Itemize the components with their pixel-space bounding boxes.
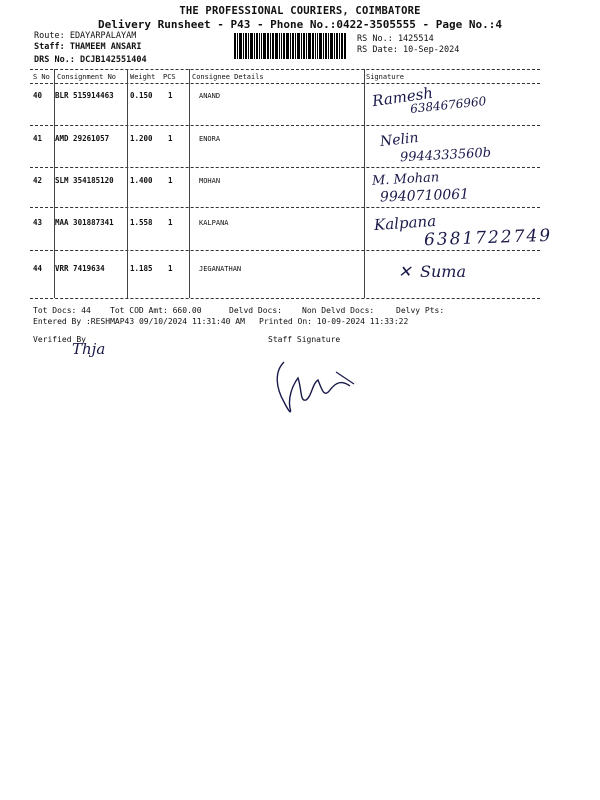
handwritten-signature: Suma [420,262,466,281]
table-bottom-rule [30,298,540,299]
route-label: Route: EDAYARPALAYAM [34,31,137,41]
handwritten-signature: Nelin [379,130,420,150]
company-title: THE PROFESSIONAL COURIERS, COIMBATORE [179,5,421,17]
handwritten-mark: ✕ [398,262,412,281]
row-weight: 1.200 [130,134,153,143]
printed-on: Printed On: 10-09-2024 11:33:22 [259,317,409,326]
row-divider [30,167,540,168]
row-pcs: 1 [168,176,173,185]
row-consignee: KALPANA [199,219,229,227]
table-top-rule [30,69,540,70]
row-divider [30,207,540,208]
header-pcs: PCS [163,73,176,81]
row-divider [30,125,540,126]
row-weight: 1.558 [130,218,153,227]
row-sno: 42 [33,176,43,185]
rs-date: RS Date: 10-Sep-2024 [357,45,460,55]
row-consignee: JEGANATHAN [199,265,242,273]
row-sno: 43 [33,218,43,227]
header-consignment: Consignment No [57,73,117,81]
staff-signature-label: Staff Signature [268,335,341,344]
row-consignment: BLR 515914463 [55,91,114,100]
handwritten-phone: 9940710061 [379,186,470,206]
header-bottom-rule [30,83,540,84]
row-sno: 41 [33,134,43,143]
row-consignee: ANAND [199,92,221,100]
delvd-docs: Delvd Docs: [229,306,282,315]
row-consignee: MOHAN [199,177,221,185]
row-consignee: ENORA [199,135,221,143]
verified-by-label: Verified By [33,335,86,344]
tot-docs: Tot Docs: 44 [33,306,91,315]
rs-number: RS No.: 1425514 [357,34,434,44]
verified-signature: Thja [72,340,106,358]
row-consignment: SLM 354185120 [55,176,114,185]
tot-cod: Tot COD Amt: 660.00 [110,306,202,315]
staff-label: Staff: THAMEEM ANSARI [34,42,142,52]
row-weight: 1.185 [130,264,153,273]
entered-by: Entered By :RESHMAP43 09/10/2024 11:31:40 AM [33,317,245,326]
delvy-pts: Delvy Pts: [396,306,445,315]
staff-signature-scribble [262,350,362,420]
row-divider [30,250,540,251]
handwritten-phone: 6381722749 [423,225,553,251]
column-divider [127,69,128,298]
header-consignee: Consignee Details [192,73,264,81]
row-consignment: AMD 29261057 [55,134,110,143]
row-pcs: 1 [168,218,173,227]
row-pcs: 1 [168,264,173,273]
row-consignment: VRR 7419634 [55,264,105,273]
column-divider [189,69,190,298]
header-sno: S No [33,73,50,81]
row-weight: 0.150 [130,91,153,100]
row-weight: 1.400 [130,176,153,185]
handwritten-signature: Ramesh [371,83,435,111]
header-signature: Signature [366,73,404,81]
row-sno: 40 [33,91,43,100]
drs-number: DRS No.: DCJB142551404 [34,55,147,65]
header-weight: Weight [130,73,156,81]
handwritten-signature: M. Mohan [371,170,440,189]
row-pcs: 1 [168,91,173,100]
row-pcs: 1 [168,134,173,143]
handwritten-signature: Kalpana [373,211,437,235]
handwritten-phone: 9944333560b [399,145,492,166]
runsheet-subtitle: Delivery Runsheet - P43 - Phone No.:0422-3505555 - Page No.:4 [98,18,502,31]
row-consignment: MAA 301887341 [55,218,114,227]
column-divider [364,69,365,298]
barcode-image [234,33,346,59]
handwritten-phone: 6384676960 [409,94,487,116]
non-delvd-docs: Non Delvd Docs: [302,306,375,315]
row-sno: 44 [33,264,43,273]
